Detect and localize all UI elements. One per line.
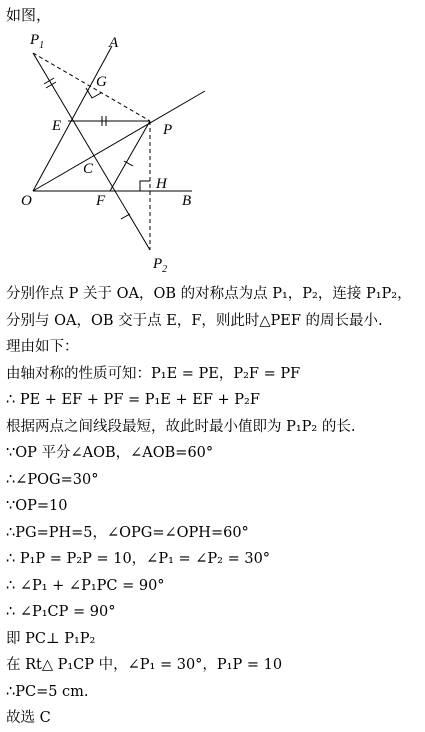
solution-line: ∴ P₁P = P₂P = 10，∠P₁ = ∠P₂ = 30° — [6, 551, 271, 567]
intro-text: 如图， — [6, 6, 52, 24]
solution-line: ∵OP 平分∠AOB，∠AOB=60° — [6, 445, 214, 461]
solution-line: 故选 C — [6, 710, 51, 726]
label-P1: $P_1$ — [30, 32, 45, 51]
label-G: G — [96, 74, 107, 90]
label-H: H — [156, 176, 167, 192]
solution-line: ∵OP=10 — [6, 498, 68, 514]
solution-line: 分别作点 P 关于 OA，OB 的对称点为点 P₁，P₂，连接 P₁P₂， — [6, 286, 412, 302]
solution-line: ∴PG=PH=5，∠OPG=∠OPH=60° — [6, 524, 249, 541]
solution-line: ∴ ∠P₁ + ∠P₁PC = 90° — [6, 577, 165, 594]
solution-line: 由轴对称的性质可知：P₁E = PE，P₂F = PF — [6, 365, 301, 382]
tick-FP2 — [121, 214, 130, 219]
label-C: C — [83, 161, 94, 177]
solution-line: 分别与 OA，OB 交于点 E，F，则此时△PEF 的周长最小. — [6, 312, 383, 329]
tick-P1E-1 — [44, 78, 54, 84]
solution-line: 根据两点之间线段最短，故此时最小值即为 P₁P₂ 的长. — [6, 418, 356, 435]
label-P: P — [163, 122, 173, 138]
label-P2: $P_2$ — [153, 256, 168, 275]
ray-OA — [33, 46, 112, 191]
solution-line: 理由如下： — [6, 339, 79, 355]
label-E: E — [52, 118, 62, 134]
label-O: O — [21, 193, 32, 209]
label-B: B — [182, 193, 192, 209]
solution-line: ∴∠POG=30° — [6, 471, 99, 488]
solution-text — [6, 281, 422, 732]
solution-line: ∴ PE + EF + PF = P₁E + EF + P₂F — [6, 392, 260, 408]
label-F: F — [96, 193, 106, 209]
solution-line: 在 Rt△ P₁CP 中，∠P₁ = 30°，P₁P = 10 — [6, 657, 283, 673]
dashed-P1P — [33, 53, 150, 121]
solution-line: 即 PC⊥ P₁P₂ — [6, 630, 96, 647]
solution-line: ∴ ∠P₁CP = 90° — [6, 604, 116, 620]
label-A: A — [109, 35, 119, 51]
solution-line: ∴PC=5 cm. — [6, 683, 89, 700]
right-angle-H — [140, 181, 150, 191]
geometry-figure — [0, 24, 230, 276]
